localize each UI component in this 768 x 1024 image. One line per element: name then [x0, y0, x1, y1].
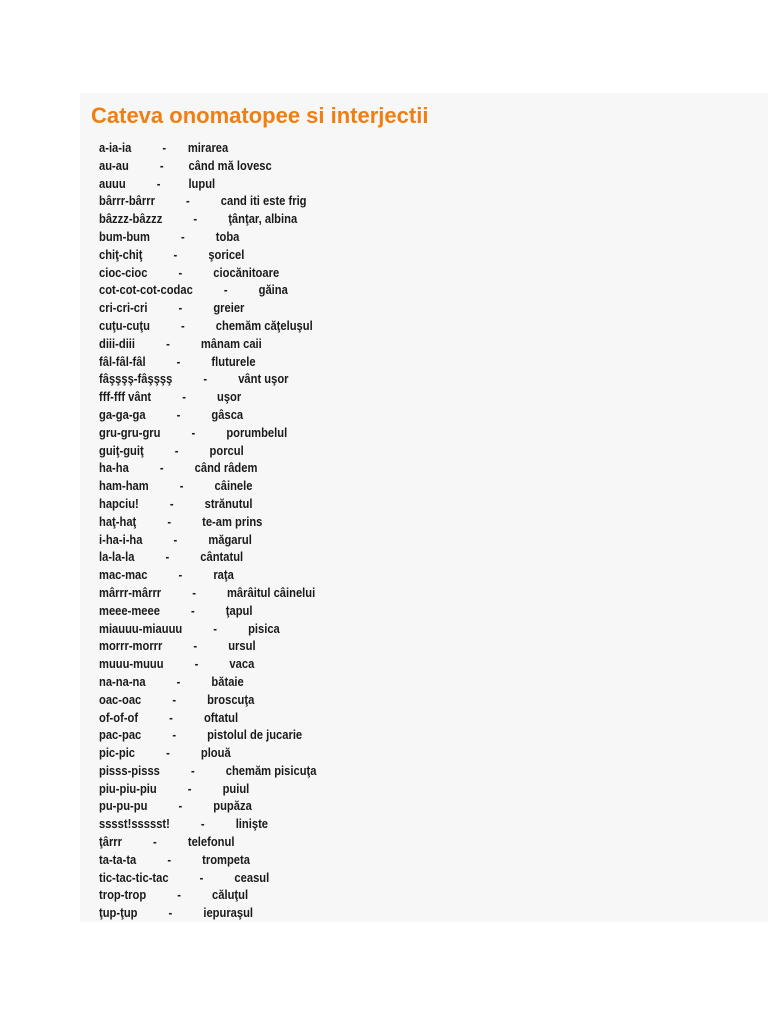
list-item: ta-ta-ta - trompeta [99, 851, 250, 867]
list-item: oac-oac - broscuţa [99, 691, 255, 707]
list-item: cioc-cioc - ciocănitoare [99, 264, 280, 280]
document-title: Cateva onomatopee si interjectii [91, 103, 429, 128]
list-item: haţ-haţ - te-am prins [99, 513, 263, 529]
list-item: sssst!ssssst! - linişte [99, 816, 269, 832]
list-item: i-ha-i-ha - măgarul [99, 531, 252, 547]
list-item: la-la-la - cântatul [99, 549, 244, 565]
list-item: diii-diii - mânam caii [99, 335, 262, 351]
list-item: ţup-ţup - iepuraşul [99, 905, 254, 921]
list-item: pac-pac - pistolul de jucarie [99, 727, 303, 743]
list-item: pic-pic - plouă [99, 745, 231, 761]
list-item: cuţu-cuţu - chemăm căţeluşul [99, 317, 313, 333]
list-item: bum-bum - toba [99, 228, 240, 244]
list-item: bârrr-bârrr - cand iti este frig [99, 193, 307, 209]
list-item: chiţ-chiţ - şoricel [99, 246, 245, 262]
list-item: fâl-fâl-fâl - fluturele [99, 353, 256, 369]
list-item: guiţ-guiţ - porcul [99, 442, 244, 458]
list-item: au-au - când mă lovesc [99, 157, 272, 173]
list-item: a-ia-ia - mirarea [99, 140, 229, 155]
list-item: tic-tac-tic-tac - ceasul [99, 869, 270, 885]
list-item: piu-piu-piu - puiul [99, 780, 250, 796]
list-item: cot-cot-cot-codac - găina [99, 282, 288, 298]
list-item: mârrr-mârrr - mârâitul câinelui [99, 584, 316, 600]
list-item: auuu - lupul [99, 175, 216, 191]
list-item: miauuu-miauuu - pisica [99, 620, 280, 636]
onomatopoeia-list [99, 139, 352, 922]
list-item: ga-ga-ga - gâsca [99, 406, 244, 422]
list-item: na-na-na - bătaie [99, 673, 244, 689]
list-item: fâşşşş-fâşşşş - vânt uşor [99, 371, 289, 387]
list-item: gru-gru-gru - porumbelul [99, 424, 288, 440]
list-item: of-of-of - oftatul [99, 709, 239, 725]
list-item: fff-fff vânt - uşor [99, 389, 242, 405]
list-item: ha-ha - când râdem [99, 460, 258, 476]
list-item: ham-ham - câinele [99, 478, 253, 494]
list-item: mac-mac - raţa [99, 567, 234, 583]
list-item: muuu-muuu - vaca [99, 656, 255, 672]
list-item: bâzzz-bâzzz - ţânţar, albina [99, 211, 298, 227]
list-item: pisss-pisss - chemăm pisicuţa [99, 762, 317, 778]
list-item: morrr-morrr - ursul [99, 638, 256, 654]
list-item: cri-cri-cri - greier [99, 300, 245, 316]
list-item: hapciu! - strănutul [99, 495, 253, 511]
list-item: pu-pu-pu - pupăza [99, 798, 252, 814]
list-item: trop-trop - căluţul [99, 887, 249, 903]
list-item: ţârrr - telefonul [99, 834, 235, 850]
list-item: meee-meee - ţapul [99, 602, 253, 618]
